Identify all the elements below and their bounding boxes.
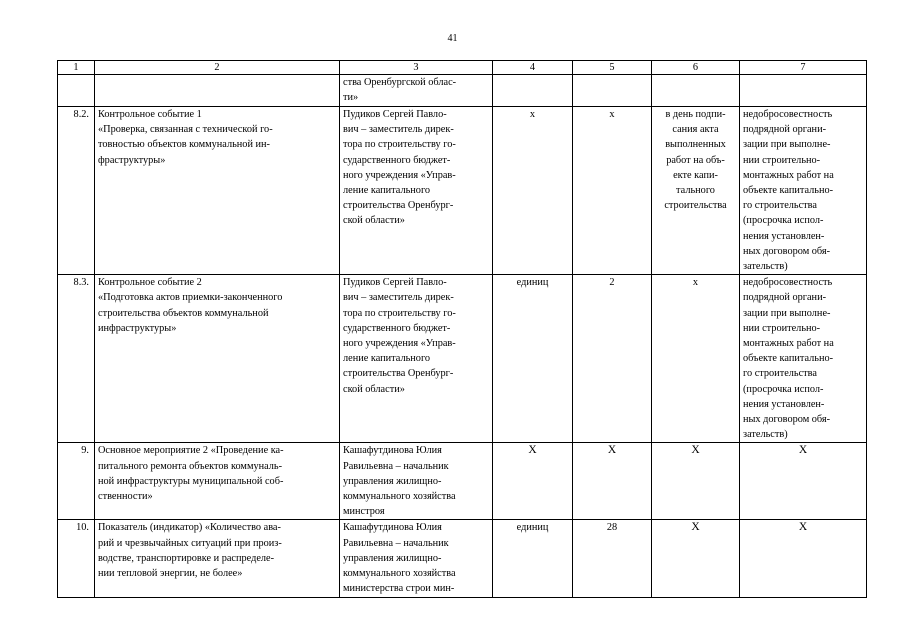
cell-responsible: Кашафутдинова Юлия Равильевна – начальник управления жилищно- коммунального хозяйства министерства строи мин- — [340, 520, 493, 597]
cell-responsible: ства Оренбургской облас- ти» — [340, 75, 493, 107]
table-row — [58, 107, 867, 275]
cell-description: Показатель (индикатор) «Количество ава- рий и чрезвычайных ситуаций при произ- водстве, транспортировке и распределе- нии тепловой энергии, не более» — [95, 520, 340, 597]
cell-unit: Х — [493, 443, 573, 520]
table-row — [58, 275, 867, 443]
cell-number: 10. — [58, 520, 95, 597]
cell-responsible: Кашафутдинова Юлия Равильевна – начальник управления жилищно- коммунального хозяйства минстроя — [340, 443, 493, 520]
cell-unit: единиц — [493, 520, 573, 597]
cell-value: 28 — [573, 520, 652, 597]
cell-deadline: х — [652, 275, 740, 443]
cell-description: Контрольное событие 2 «Подготовка актов приемки-законченного строительства объектов коммунальной инфраструктуры» — [95, 275, 340, 443]
column-header: 6 — [652, 61, 740, 75]
table-row — [58, 520, 867, 597]
page-number: 41 — [447, 33, 458, 44]
cell-risk: недобросовестность подрядной органи- зации при выполне- нии строительно- монтажных работ на объекте капитально- го строительства (просрочка испол- нения установлен- ных договором обя- зательств) — [740, 107, 867, 275]
table-row — [58, 443, 867, 520]
cell-description: Контрольное событие 1 «Проверка, связанная с технической го- товностью объектов коммунальной ин- фраструктуры» — [95, 107, 340, 275]
header-row — [58, 61, 867, 75]
cell-number: 8.2. — [58, 107, 95, 275]
cell-responsible: Пудиков Сергей Павло- вич – заместитель дирек- тора по строительству го- сударственного бюджет- ного учреждения «Управ- ление капитального строительства Оренбург- ской области» — [340, 107, 493, 275]
cell-risk: Х — [740, 520, 867, 597]
column-header: 1 — [58, 61, 95, 75]
column-header: 7 — [740, 61, 867, 75]
cell-number: 9. — [58, 443, 95, 520]
column-header: 5 — [573, 61, 652, 75]
cell-description: Основное мероприятие 2 «Проведение ка- питального ремонта объектов коммуналь- ной инфраструктуры муниципальной соб- ственности» — [95, 443, 340, 520]
cell-deadline: Х — [652, 443, 740, 520]
cell-unit: единиц — [493, 275, 573, 443]
cell-deadline: в день подпи- сания акта выполненных работ на объ- екте капи- тального строительства — [652, 107, 740, 275]
column-header: 4 — [493, 61, 573, 75]
cell-unit: х — [493, 107, 573, 275]
document-table — [57, 60, 867, 598]
cell-deadline: Х — [652, 520, 740, 597]
cell-number: 8.3. — [58, 275, 95, 443]
cell-value: Х — [573, 443, 652, 520]
column-header: 3 — [340, 61, 493, 75]
cell-risk: недобросовестность подрядной органи- зации при выполне- нии строительно- монтажных работ на объекте капитально- го строительства (просрочка испол- нения установлен- ных договором обя- зательств) — [740, 275, 867, 443]
cell-value: 2 — [573, 275, 652, 443]
cell-value: х — [573, 107, 652, 275]
cell-responsible: Пудиков Сергей Павло- вич – заместитель дирек- тора по строительству го- сударственного бюджет- ного учреждения «Управ- ление капитального строительства Оренбург- ской области» — [340, 275, 493, 443]
continuation-row — [58, 75, 867, 107]
cell-risk: Х — [740, 443, 867, 520]
column-header: 2 — [95, 61, 340, 75]
